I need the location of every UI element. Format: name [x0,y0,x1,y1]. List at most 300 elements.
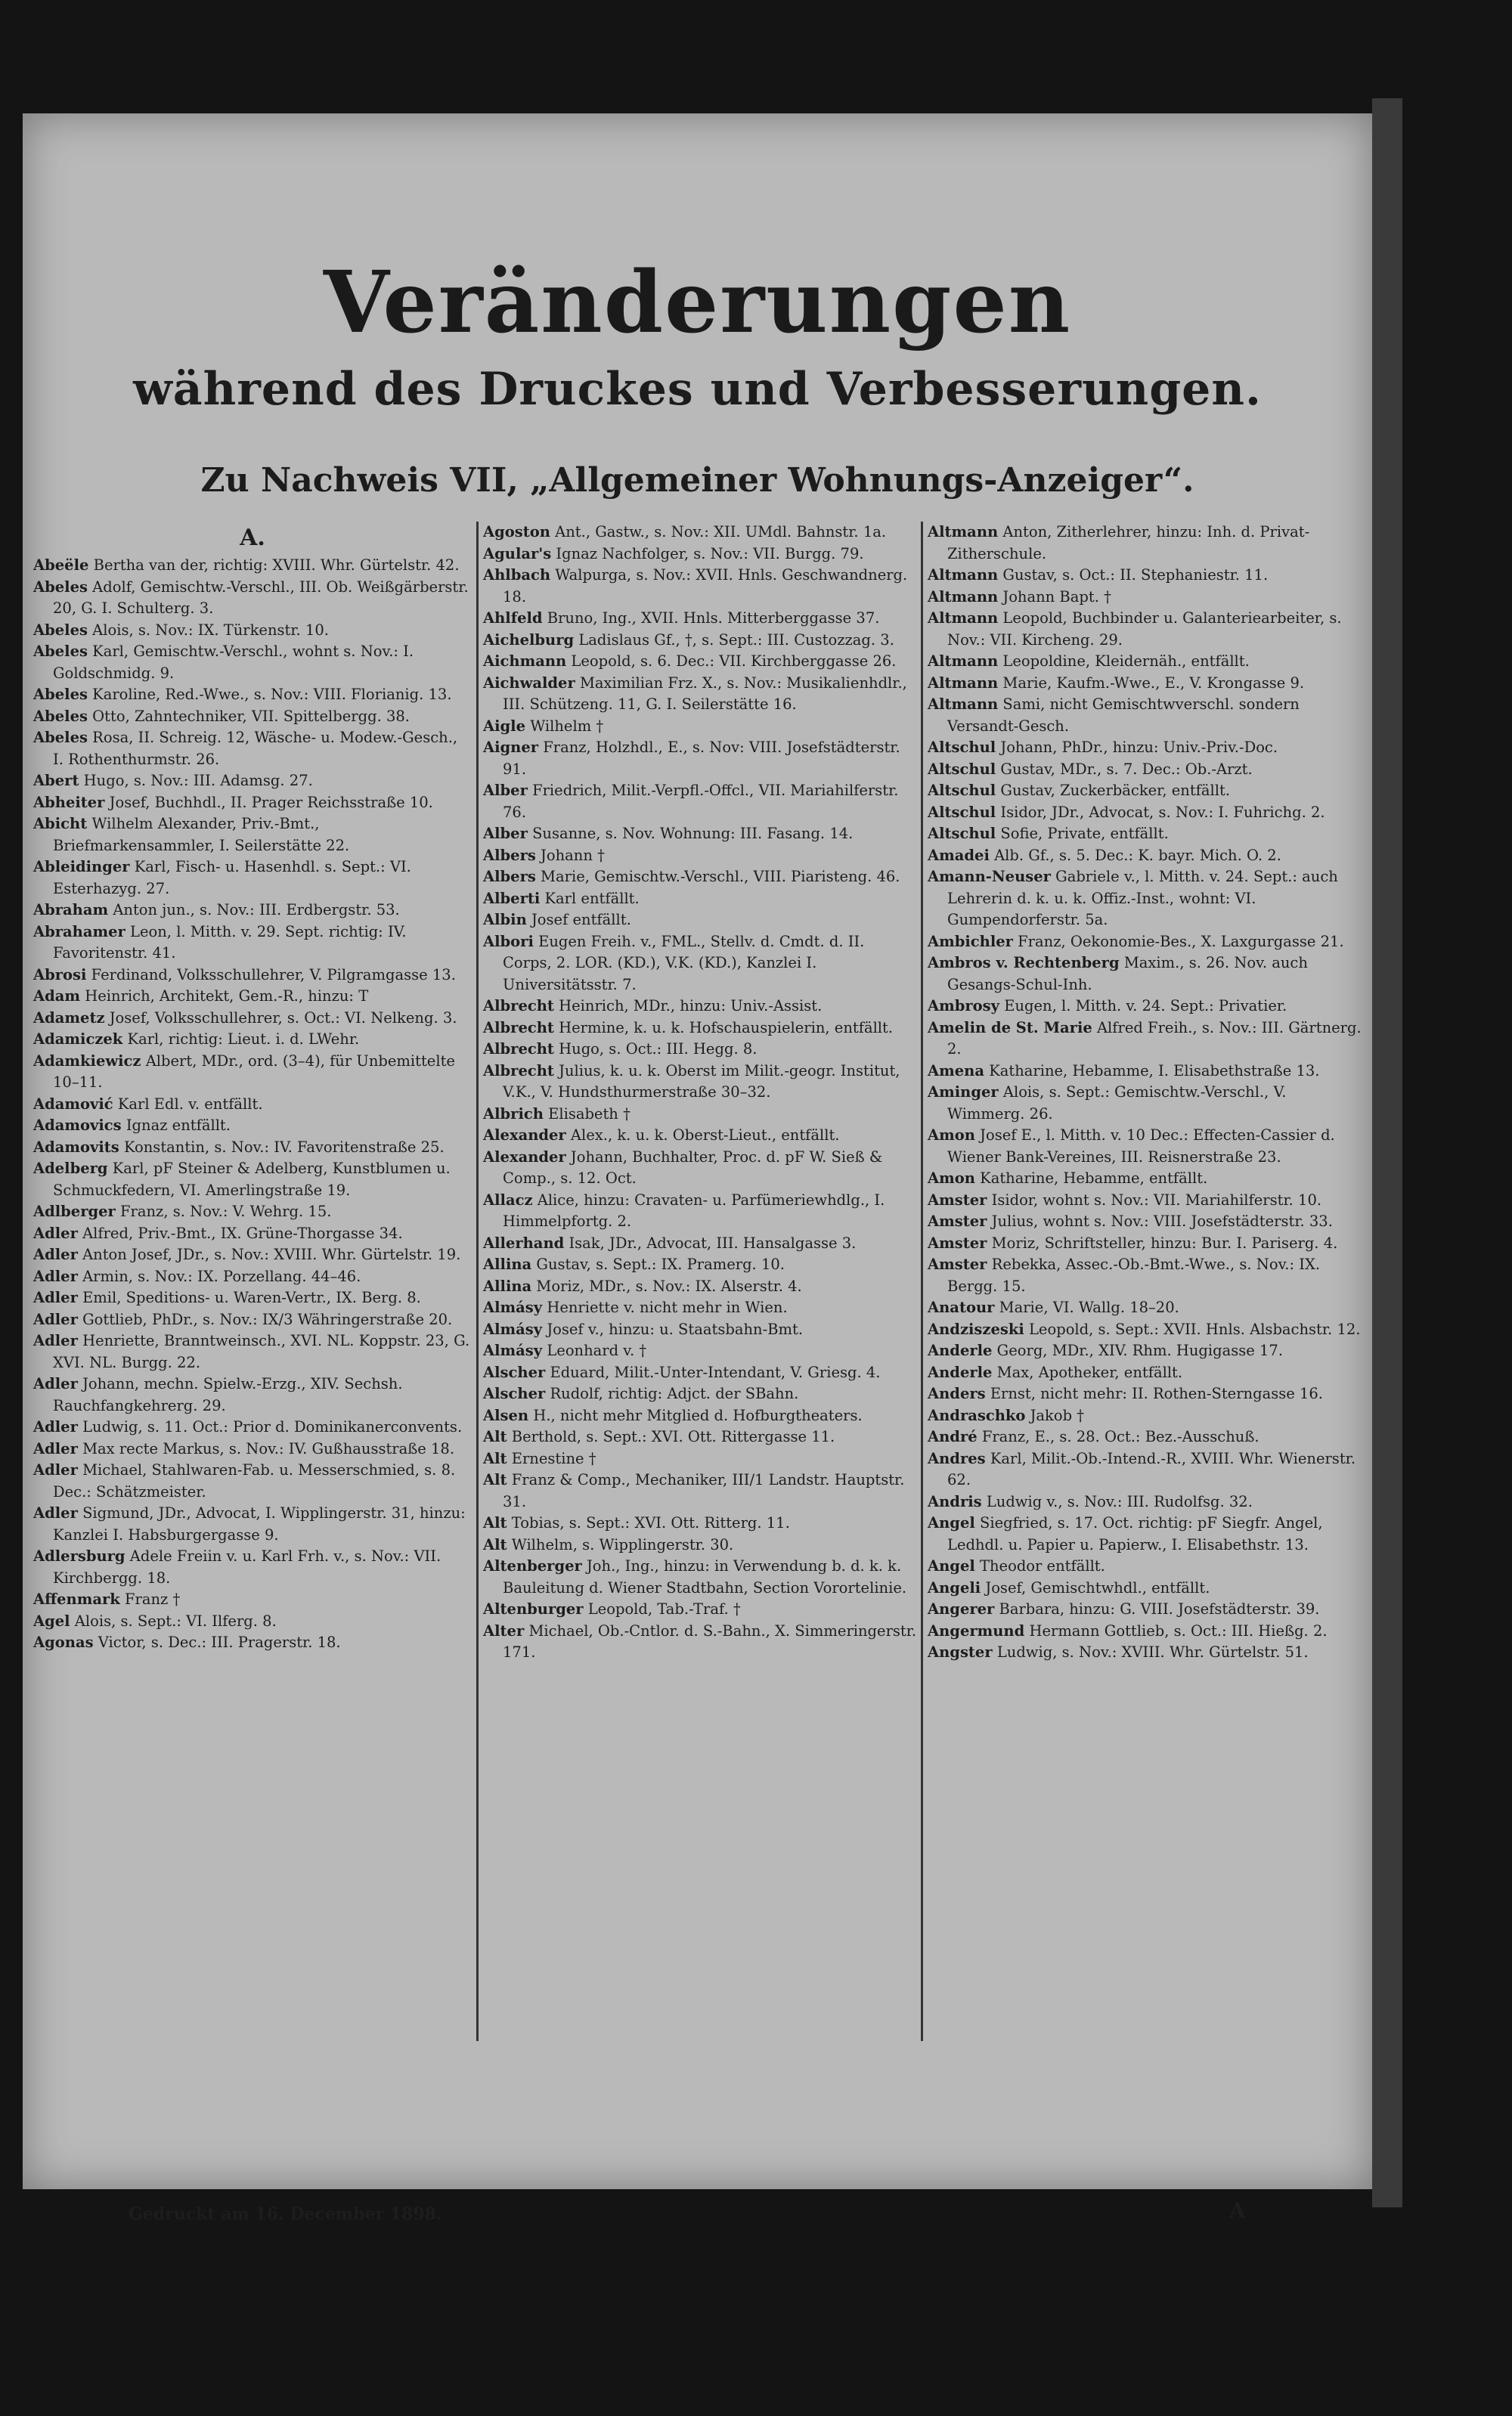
entry-name: Amon [928,1169,975,1187]
column-2 [476,522,917,2041]
entry-text: Sofie, Private, entfällt. [1000,825,1169,842]
entry-name: Ableidinger [33,858,130,875]
section-heading: Zu Nachweis VII, „Allgemeiner Wohnungs-Anzeiger“. [200,461,1194,500]
entry-text: Ernst, nicht mehr: II. Rothen-Sterngasse 16. [990,1385,1323,1402]
entry-name: Amster [928,1191,987,1209]
entry-text: Susanne, s. Nov. Wohnung: III. Fasang. 14. [532,825,854,842]
entry-name: Altmann [928,566,999,584]
entry-name: Albrecht [483,1040,554,1058]
directory-entry [928,1297,1362,1319]
column-1 [33,522,472,2041]
entry-text: Ignaz Nachfolger, s. Nov.: VII. Burgg. 79. [556,544,864,562]
entry-name: Angerer [928,1600,995,1618]
print-date: Gedruckt am 16. December 1898. [129,2204,442,2224]
entry-name: Adamovics [33,1117,122,1134]
entry-text: Maximilian Frz. X., s. Nov.: Musikalienhdlr., III. Schützeng. 11, G. I. Seilerstätte 16. [503,674,907,713]
entry-text: Leopold, Tab.-Traf. † [587,1600,741,1618]
entry-text: Karl, Fisch- u. Hasenhdl. s. Sept.: VI. Esterhazyg. 27. [53,858,411,897]
entry-name: Adametz [33,1008,105,1027]
page-title: Veränderungen [323,253,1072,352]
directory-entry [928,1578,1362,1600]
entry-text: Moriz, MDr., s. Nov.: IX. Alserstr. 4. [536,1277,802,1295]
entry-text: Wilhelm Alexander, Priv.-Bmt., Briefmarkensammler, I. Seilerstätte 22. [53,815,350,854]
directory-entry [928,1621,1362,1643]
entry-text: Sami, nicht Gemischtwverschl. sondern Versandt-Gesch. [947,695,1300,735]
directory-entry [928,996,1362,1018]
entry-text: Leopold, Buchbinder u. Galanteriearbeiter, s. Nov.: VII. Kircheng. 29. [947,609,1342,649]
directory-entry [928,1642,1362,1664]
entry-text: Katharine, Hebamme, entfällt. [980,1169,1208,1187]
directory-entry [483,544,917,565]
directory-entry [483,1125,917,1147]
entry-name: Adler [33,1332,78,1349]
entry-text: Gustav, Zuckerbäcker, entfällt. [1000,782,1231,799]
entry-text: Franz, Oekonomie-Bes., X. Laxgurgasse 21. [1018,932,1344,950]
entry-text: Tobias, s. Sept.: XVI. Ott. Ritterg. 11. [511,1514,790,1532]
entry-name: Aichelburg [483,630,575,649]
directory-entry [928,780,1362,802]
entry-text: Jakob † [1030,1406,1085,1424]
directory-entry [483,1383,917,1405]
entry-name: Adamovits [33,1138,119,1156]
entry-text: Siegfried, s. 17. Oct. richtig: pF Siegfr. Angel, Ledhdl. u. Papier u. Papierw., I. Elisabethstr. 13. [947,1514,1323,1553]
entry-text: Gabriele v., l. Mitth. v. 24. Sept.: auch Lehrerin d. k. u. k. Offiz.-Inst., wohnt: VI. Gumpendorferstr. 5a. [947,868,1338,928]
directory-entry [33,727,472,770]
entry-text: Leopoldine, Kleidernäh., entfällt. [1002,652,1250,670]
directory-entry [928,1405,1362,1427]
entry-name: Albin [483,911,527,928]
directory-entry [33,856,472,900]
directory-entry [33,1244,472,1266]
entry-name: Almásy [483,1299,543,1316]
entry-text: Max recte Markus, s. Nov.: IV. Gußhausstraße 18. [82,1439,455,1457]
entry-name: Abheiter [33,793,105,811]
entry-name: Adlersburg [33,1547,125,1565]
entry-text: Gottlieb, PhDr., s. Nov.: IX/3 Währingerstraße 20. [82,1310,453,1328]
directory-entry [33,1201,472,1223]
entry-name: Angel [928,1514,975,1532]
entry-name: Altschul [928,739,996,756]
directory-entry [33,684,472,706]
entry-text: Ant., Gastw., s. Nov.: XII. UMdl. Bahnstr. 1a. [555,523,887,541]
directory-entry [928,1254,1362,1297]
directory-entry [928,694,1362,737]
entry-name: Abeles [33,729,88,746]
entry-text: Victor, s. Dec.: III. Pragerstr. 18. [98,1634,341,1651]
directory-entry [928,1448,1362,1491]
entry-text: Josef, Gemischtwhdl., entfällt. [985,1578,1210,1597]
entry-text: Alb. Gf., s. 5. Dec.: K. bayr. Mich. O. 2. [994,846,1281,864]
entry-name: Alt [483,1449,507,1467]
directory-entry [33,1589,472,1611]
entry-text: Sigmund, JDr., Advocat, I. Wipplingerstr. 31, hinzu: Kanzlei I. Habsburgergasse 9. [53,1504,466,1544]
directory-entry [483,630,917,652]
entry-text: Karl, pF Steiner & Adelberg, Kunstblumen u. Schmuckfedern, VI. Amerlingstraße 19. [53,1160,451,1199]
directory-entry [33,1008,472,1030]
directory-entry [483,1297,917,1319]
entry-name: Ambichler [928,932,1013,950]
directory-entry [928,952,1362,996]
directory-entry [483,1362,917,1384]
entry-text: Wilhelm, s. Wipplingerstr. 30. [511,1535,734,1553]
directory-entry [483,845,917,867]
entry-name: Agel [33,1612,70,1630]
directory-entry [483,888,917,910]
entry-name: Alt [483,1471,507,1488]
entry-text: Franz † [124,1591,181,1608]
directory-entry [928,587,1362,609]
directory-entry [483,1599,917,1621]
entry-text: Max, Apotheker, entfällt. [996,1363,1183,1381]
entry-name: Abrosi [33,965,87,983]
entry-name: Adler [33,1289,78,1306]
directory-entry [483,1340,917,1362]
directory-entry [483,1254,917,1276]
entry-name: Amster [928,1256,987,1273]
entry-text: Heinrich, Architekt, Gem.-R., hinzu: T [85,987,369,1005]
entry-name: Angermund [928,1622,1025,1640]
entry-name: Altschul [928,825,996,842]
entry-name: André [928,1428,978,1445]
entry-name: Altschul [928,803,996,821]
directory-entry [483,780,917,823]
directory-entry [33,641,472,684]
entry-name: Abeële [33,556,89,574]
directory-entry [928,1319,1362,1341]
directory-entry [33,1460,472,1503]
entry-name: Adler [33,1504,78,1522]
entry-name: Amon [928,1126,975,1144]
directory-entry [928,1190,1362,1212]
entry-name: Alt [483,1535,507,1553]
entry-name: Amena [928,1061,984,1079]
directory-entry [928,845,1362,867]
entry-text: Gustav, MDr., s. 7. Dec.: Ob.-Arzt. [1000,760,1253,778]
directory-entry [483,1233,917,1255]
entry-text: Berthold, s. Sept.: XVI. Ott. Rittergasse 11. [511,1428,835,1445]
directory-entry [483,1276,917,1298]
entry-name: Albrecht [483,997,554,1014]
entry-text: Rebekka, Assec.-Ob.-Bmt.-Wwe., s. Nov.: IX. Bergg. 15. [947,1256,1321,1295]
directory-entry [33,620,472,642]
page-subtitle: während des Druckes und Verbesserungen. [133,363,1262,416]
directory-entry [928,1383,1362,1405]
directory-entry [928,1340,1362,1362]
entry-name: Amster [928,1213,987,1230]
entry-text: Henriette, Branntweinsch., XVI. NL. Koppstr. 23, G. XVI. NL. Burgg. 22. [53,1332,470,1371]
entry-name: Adler [33,1461,78,1479]
entry-name: Amelin de St. Marie [928,1018,1092,1036]
directory-entry [928,1513,1362,1556]
entry-name: Aichmann [483,652,567,670]
directory-entry [928,1125,1362,1168]
entry-name: Andris [928,1492,982,1510]
entry-text: Bertha van der, richtig: XVIII. Whr. Gürtelstr. 42. [93,556,460,574]
entry-text: Franz, E., s. 28. Oct.: Bez.-Ausschuß. [981,1428,1259,1445]
entry-name: Altmann [928,523,999,541]
directory-entry [483,651,917,673]
entry-text: Anton, Zitherlehrer, hinzu: Inh. d. Privat-Zitherschule. [947,523,1310,562]
directory-entry [928,931,1362,953]
entry-name: Adler [33,1418,78,1436]
entry-text: Albert, MDr., ord. (3–4), für Unbemittelte 10–11. [53,1052,455,1091]
directory-entry [483,522,917,544]
entry-text: Ignaz entfällt. [125,1117,231,1134]
entry-text: Theodor entfällt. [979,1557,1105,1575]
entry-text: Franz, Holzhdl., E., s. Nov: VIII. Josefstädterstr. 91. [503,739,900,778]
directory-entry [928,1211,1362,1233]
directory-entry [33,1051,472,1094]
entry-text: Otto, Zahntechniker, VII. Spittelbergg. 38. [92,707,410,725]
entry-text: Hermine, k. u. k. Hofschauspielerin, entfällt. [559,1018,894,1036]
directory-entry [928,1233,1362,1255]
directory-entry [928,522,1362,565]
directory-entry [928,802,1362,824]
entry-text: Friedrich, Milit.-Verpfl.-Offcl., VII. Mariahilferstr. 76. [503,782,899,821]
entry-name: Altschul [928,782,996,799]
entry-name: Amann-Neuser [928,868,1051,885]
entry-text: Anton Josef, JDr., s. Nov.: XVIII. Whr. Gürtelstr. 19. [82,1246,461,1263]
entry-text: Joh., Ing., hinzu: in Verwendung b. d. k. k. Bauleitung d. Wiener Stadtbahn, Section Vorortelinie. [503,1557,907,1597]
entry-name: Alber [483,825,528,842]
directory-entry [33,770,472,792]
entry-name: Agonas [33,1634,94,1651]
entry-name: Abeles [33,578,88,596]
directory-entry [33,1266,472,1288]
entry-name: Anderle [928,1342,993,1359]
directory-entry [928,1599,1362,1621]
entry-text: Franz, s. Nov.: V. Wehrg. 15. [120,1203,332,1220]
entry-text: Karl, Milit.-Ob.-Intend.-R., XVIII. Whr. Wienerstr. 62. [947,1449,1356,1488]
directory-entry [33,1287,472,1309]
entry-text: Adele Freiin v. u. Karl Frh. v., s. Nov.: VII. Kirchbergg. 18. [53,1547,442,1587]
entry-name: Adlberger [33,1203,116,1220]
entry-text: H., nicht mehr Mitglied d. Hofburgtheaters. [533,1406,863,1424]
directory-entry [33,1417,472,1439]
directory-entry [33,1309,472,1331]
entry-text: Karl, Gemischtw.-Verschl., wohnt s. Nov.: I. Goldschmidg. 9. [53,643,414,682]
entry-text: Georg, MDr., XIV. Rhm. Hugigasse 17. [996,1342,1284,1359]
entry-text: Alex., k. u. k. Oberst-Lieut., entfällt. [570,1126,840,1144]
directory-entry [483,1426,917,1448]
directory-entry [928,673,1362,695]
entry-name: Albers [483,868,536,885]
entry-text: Eugen Freih. v., FML., Stellv. d. Cmdt. d. II. Corps, 2. LOR. (KD.), V.K. (KD.), Kanzlei I. Universitätsstr. 7. [503,932,865,993]
entry-text: Katharine, Hebamme, I. Elisabethstraße 13. [989,1061,1320,1079]
entry-text: Eduard, Milit.-Unter-Intendant, V. Griesg. 4. [550,1363,881,1381]
directory-entry [483,931,917,996]
entry-name: Abeles [33,686,88,703]
entry-text: Josef, Buchhdl., II. Prager Reichsstraße 10. [109,793,433,811]
entry-name: Agoston [483,523,550,541]
entry-name: Allina [483,1277,532,1295]
entry-text: Konstantin, s. Nov.: IV. Favoritenstraße 25. [123,1138,445,1156]
entry-text: Ludwig, s. Nov.: XVIII. Whr. Gürtelstr. 51. [996,1643,1309,1661]
entry-text: Josef, Volksschullehrer, s. Oct.: VI. Nelkeng. 3. [109,1008,457,1027]
entry-text: Karl, richtig: Lieut. i. d. LWehr. [127,1030,360,1048]
entry-text: Bruno, Ing., XVII. Hnls. Mitterberggasse 37. [547,609,880,627]
entry-name: Angster [928,1643,993,1661]
directory-entry [928,1556,1362,1578]
entry-text: Marie, Gemischtw.-Verschl., VIII. Piaristeng. 46. [541,868,900,885]
entry-name: Aichwalder [483,674,575,692]
entry-name: Ahlbach [483,566,551,584]
entry-name: Adler [33,1267,78,1285]
entry-name: Adler [33,1375,78,1392]
entry-name: Alexander [483,1126,566,1144]
directory-entry [33,1029,472,1051]
entry-name: Altmann [928,609,999,627]
directory-entry [33,921,472,965]
entry-text: Hugo, s. Nov.: III. Adamsg. 27. [83,772,313,789]
page-edge-shadow [1372,98,1402,2207]
directory-entry [33,1330,472,1374]
entry-text: Karl Edl. v. entfällt. [117,1095,263,1113]
entry-name: Amster [928,1234,987,1252]
entry-text: Eugen, l. Mitth. v. 24. Sept.: Privatier. [1004,997,1287,1014]
entry-name: Altschul [928,760,996,778]
entry-name: Affenmark [33,1591,120,1608]
directory-entry [483,1061,917,1104]
directory-entry [483,1039,917,1061]
directory-entry [928,565,1362,587]
entry-text: Ernestine † [511,1449,596,1467]
entry-name: Allina [483,1256,532,1273]
entry-text: Isidor, JDr., Advocat, s. Nov.: I. Fuhrichg. 2. [1000,803,1325,821]
entry-text: Hugo, s. Oct.: III. Hegg. 8. [559,1040,758,1058]
entry-name: Abraham [33,901,109,918]
directory-entry [33,1115,472,1137]
directory-entry [33,555,472,577]
entry-text: Elisabeth † [548,1104,631,1123]
entry-text: Isak, JDr., Advocat, III. Hansalgasse 3. [569,1234,857,1252]
entry-name: Aigle [483,717,525,735]
directory-entry [928,1168,1362,1190]
entry-name: Alscher [483,1363,546,1381]
entry-name: Abert [33,772,79,789]
directory-entry [483,1535,917,1556]
entry-name: Adamiczek [33,1030,123,1048]
entry-name: Andziszeski [928,1320,1024,1338]
directory-entry [33,813,472,856]
entry-text: Leon, l. Mitth. v. 29. Sept. richtig: IV. Favoritenstr. 41. [53,922,407,962]
directory-entry [483,1018,917,1039]
entry-text: Ladislaus Gf., †, s. Sept.: III. Custozzag. 3. [578,630,894,649]
entry-name: Almásy [483,1342,543,1359]
directory-entry [483,823,917,845]
entry-name: Alt [483,1514,507,1532]
entry-text: Julius, k. u. k. Oberst im Milit.-geogr. Institut, V.K., V. Hundsthurmerstraße 30–32. [503,1061,900,1101]
entry-text: Ferdinand, Volksschullehrer, V. Pilgramgasse 13. [91,965,456,983]
directory-entry [483,673,917,716]
entry-name: Alberti [483,889,541,907]
entry-name: Abrahamer [33,922,125,940]
entry-name: Ambrosy [928,997,999,1014]
entry-name: Almásy [483,1320,543,1338]
entry-name: Albori [483,932,534,950]
entry-text: Ludwig v., s. Nov.: III. Rudolfsg. 32. [986,1492,1253,1510]
directory-entry [33,1137,472,1159]
entry-name: Amadei [928,846,990,864]
entry-name: Anders [928,1385,986,1402]
entry-name: Alter [483,1622,525,1640]
entry-text: Karoline, Red.-Wwe., s. Nov.: VIII. Florianig. 13. [92,686,452,703]
entry-name: Anderle [928,1363,993,1381]
entry-text: Gustav, s. Sept.: IX. Pramerg. 10. [536,1256,785,1273]
directory-entry [928,1061,1362,1083]
entry-name: Allerhand [483,1234,565,1252]
document-page [23,113,1372,2224]
entry-text: Leopold, s. Sept.: XVII. Hnls. Alsbachstr. 12. [1028,1320,1361,1338]
entry-text: Ludwig, s. 11. Oct.: Prior d. Dominikanerconvents. [82,1418,463,1436]
directory-entry [483,1190,917,1233]
directory-entry [33,1158,472,1201]
entry-name: Andraschko [928,1406,1026,1424]
entry-text: Maxim., s. 26. Nov. auch Gesangs-Schul-Inh. [947,954,1308,993]
directory-entry [483,1448,917,1470]
directory-entry [33,706,472,728]
entry-text: Walpurga, s. Nov.: XVII. Hnls. Geschwandnerg. 18. [503,566,908,606]
directory-entry [928,823,1362,845]
entry-text: Moriz, Schriftsteller, hinzu: Bur. I. Pariserg. 4. [991,1234,1338,1252]
entry-text: Wilhelm † [530,717,604,735]
directory-entry [928,1362,1362,1384]
column-3 [921,522,1362,2041]
directory-entry [33,1094,472,1116]
entries-list [33,555,472,1654]
entry-name: Abeles [33,643,88,660]
entry-text: Josef entfällt. [531,911,631,928]
directory-entry [928,1082,1362,1125]
directory-entry [33,965,472,987]
directory-entry [483,737,917,780]
entry-name: Adler [33,1310,78,1328]
directory-entry [483,909,917,931]
entry-text: Rudolf, richtig: Adjct. der SBahn. [550,1385,799,1402]
entry-text: Emil, Speditions- u. Waren-Vertr., IX. Berg. 8. [82,1289,421,1306]
entry-text: Barbara, hinzu: G. VIII. Josefstädterstr. 39. [999,1600,1320,1618]
entry-text: Leonhard v. † [547,1342,647,1359]
entry-text: Leopold, s. 6. Dec.: VII. Kirchberggasse 26. [571,652,897,670]
entries-list [928,522,1362,1664]
directory-entry [483,1621,917,1664]
entry-text: Alois, s. Sept.: Gemischtw.-Verschl., V. Wimmerg. 26. [947,1083,1287,1123]
entry-name: Altmann [928,587,999,606]
entry-name: Alsen [483,1406,529,1424]
entry-name: Alexander [483,1148,566,1166]
directory-entry [928,737,1362,759]
directory-entry [483,608,917,630]
directory-entry [33,1503,472,1546]
entry-name: Altmann [928,674,999,692]
entry-name: Altmann [928,652,999,670]
entry-text: Johann Bapt. † [1002,587,1111,606]
directory-entry [483,1470,917,1513]
entry-text: Karl entfällt. [544,889,640,907]
directory-entry [483,565,917,608]
entry-text: Julius, wohnt s. Nov.: VIII. Josefstädterstr. 33. [991,1213,1333,1230]
entry-name: Alscher [483,1385,546,1402]
entry-text: Hermann Gottlieb, s. Oct.: III. Hießg. 2. [1029,1622,1328,1640]
entry-text: Johann, mechn. Spielw.-Erzg., XIV. Sechsh. Rauchfangkehrerg. 29. [53,1375,403,1414]
entry-text: Michael, Ob.-Cntlor. d. S.-Bahn., X. Simmeringerstr. 171. [503,1622,917,1661]
entry-text: Alfred Freih., s. Nov.: III. Gärtnerg. 2. [947,1018,1362,1058]
entry-name: Aigner [483,739,539,756]
entry-text: Heinrich, MDr., hinzu: Univ.-Assist. [559,997,823,1014]
entry-name: Agular's [483,544,552,562]
directory-entry [33,900,472,921]
entry-text: Johann, Buchhalter, Proc. d. pF W. Sieß & Comp., s. 12. Oct. [503,1148,883,1187]
